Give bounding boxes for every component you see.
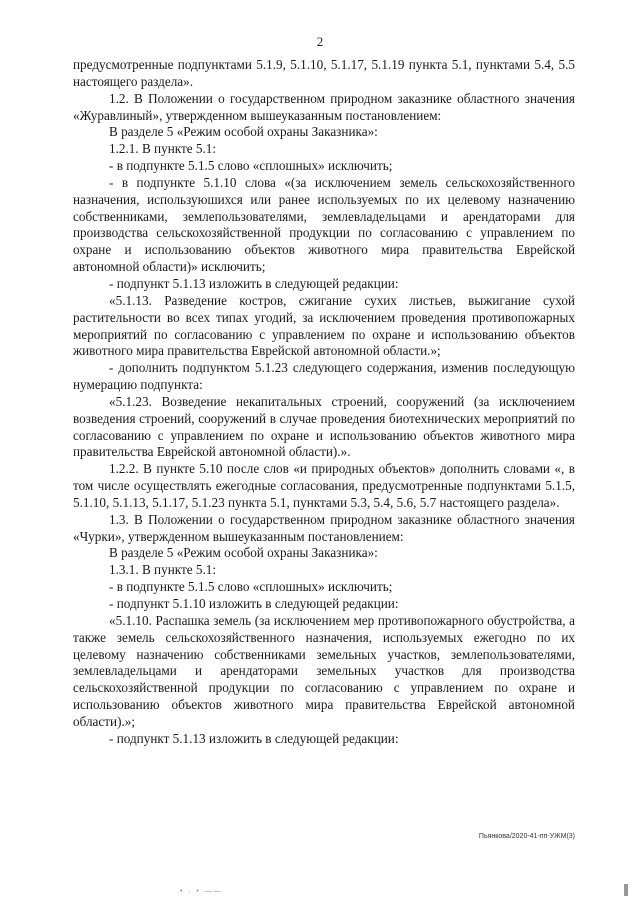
paragraph: В разделе 5 «Режим особой охраны Заказника»:	[109, 124, 378, 140]
paragraph: - подпункт 5.1.10 изложить в следующей редакции:	[109, 596, 399, 611]
document-registration-id: Пьянкова/2020-41-пп-УЖМ(3)	[478, 833, 575, 840]
scan-edge-mark	[624, 884, 628, 896]
page-number: 2	[316, 34, 324, 49]
paragraph: - в подпункте 5.1.5 слово «сплошных» исключить;	[109, 579, 393, 595]
paragraph: «5.1.13. Разведение костров, сжигание сухих листьев, выжигание сухой растительности во всех типах угодий, за исключением проведения противопожарных мероприятий по согласованию с управлением по охране и использованию объектов животного мира правительства Еврейской автономной области.»;	[73, 292, 575, 359]
scan-artifact-text: • . • ——	[180, 888, 223, 895]
paragraph: «5.1.23. Возведение некапитальных строений, сооружений (за исключением возведения строений, сооружений в случае проведения биотехнических мероприятий по согласованию с управлением по охране и использованию объектов животного мира правительства Еврейской автономной области).».	[73, 393, 575, 460]
document-body	[73, 57, 575, 748]
paragraph: - в подпункте 5.1.10 слова «(за исключением земель сельскохозяйственного назначения, используюшихся или ранее используемых по их целевому назначению собственниками, землепользователями, землевладельцами и арендаторами для производства сельскохозяйственной продукции по согласованию с управлением по охране и использованию объектов животного мира правительства Еврейской автономной области)» исключить;	[73, 174, 575, 275]
paragraph: 1.2. В Положении о государственном природном заказнике областного значения «Журавлиный», утвержденном вышеуказанным постановлением:	[73, 90, 575, 123]
paragraph: 1.3.1. В пункте 5.1:	[109, 562, 217, 578]
paragraph: 1.2.2. В пункте 5.10 после слов «и природных объектов» дополнить словами «, в том числе осуществлять ежегодные согласования, предусмотренные подпунктами 5.1.5, 5.1.10, 5.1.13, 5.1.17, 5.1.23 пункта 5.1, пунктами 5.3, 5.4, 5.6, 5.7 настоящего раздела».	[73, 461, 575, 510]
paragraph: предусмотренные подпунктами 5.1.9, 5.1.10, 5.1.17, 5.1.19 пункта 5.1, пунктами 5.4, 5.5 настоящего раздела».	[73, 57, 575, 89]
paragraph: 1.3. В Положении о государственном природном заказнике областного значения «Чурки», утвержденном вышеуказанным постановлением:	[73, 511, 575, 544]
paragraph: - дополнить подпунктом 5.1.23 следующего содержания, изменив последующую нумерацию подпункта:	[73, 360, 575, 393]
paragraph: «5.1.10. Распашка земель (за исключением мер противопожарного обустройства, а также земель сельскохозяйственного назначения, используемых ежегодно по их целевому назначению собственниками земельных участков, землепользователями, землевладельцами и арендаторами земельных участков для производства сельскохозяйственной продукции по согласованию с управлением по охране и использованию объектов животного мира правительства Еврейской автономной области).»;	[73, 612, 575, 729]
paragraph: - подпункт 5.1.13 изложить в следующей редакции:	[109, 275, 399, 291]
paragraph: В разделе 5 «Режим особой охраны Заказника»:	[109, 545, 378, 561]
paragraph: - подпункт 5.1.13 изложить в следующей редакции:	[109, 730, 399, 746]
paragraph: - в подпункте 5.1.5 слово «сплошных» исключить;	[109, 158, 393, 174]
paragraph: 1.2.1. В пункте 5.1:	[109, 141, 217, 157]
